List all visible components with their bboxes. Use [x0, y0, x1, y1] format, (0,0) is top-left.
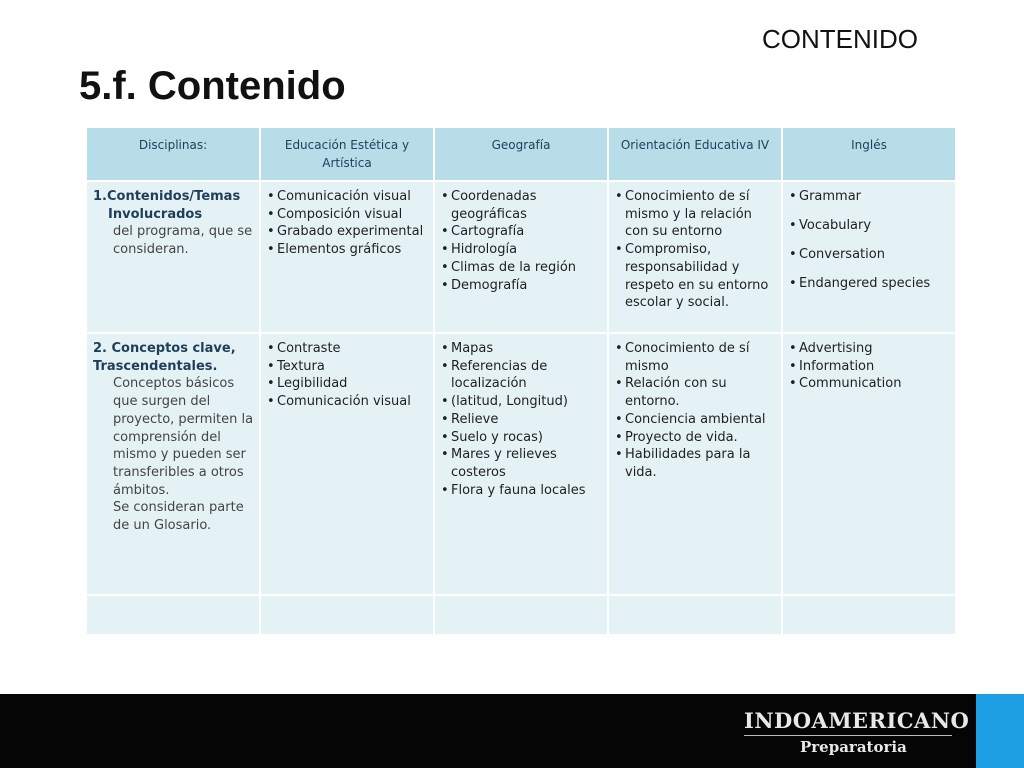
- table-row-empty: [87, 596, 955, 634]
- list-item: • Endangered species: [789, 275, 951, 293]
- cell-educacion-estetica: [261, 334, 433, 594]
- list-item: • Relieve: [441, 411, 603, 429]
- list-item: • Relación con su entorno.: [615, 375, 777, 410]
- list-item: • Compromiso, responsabilidad y respeto en su entorno escolar y social.: [615, 241, 777, 312]
- table-header-row: [87, 128, 955, 180]
- section-label: CONTENIDO: [762, 24, 918, 54]
- brand-divider: [744, 735, 952, 736]
- row-note-glosario: Se consideran parte de un Glosario.: [113, 500, 244, 534]
- list-item: • Grabado experimental: [267, 223, 429, 241]
- list-item: • Referencias de localización: [441, 358, 603, 393]
- cell-educacion-estetica: [261, 182, 433, 332]
- empty-cell: [87, 596, 259, 634]
- list-item: • Hidrología: [441, 241, 603, 259]
- list-item: • Contraste: [267, 340, 429, 358]
- empty-cell: [783, 596, 955, 634]
- list-item: • Conocimiento de sí mismo y la relación con su entorno: [615, 188, 777, 241]
- cell-geografia: [435, 182, 607, 332]
- list-item: • Habilidades para la vida.: [615, 446, 777, 481]
- list-item: • Vocabulary: [789, 217, 951, 235]
- bullet-list: [267, 340, 429, 411]
- list-item: • Comunicación visual: [267, 188, 429, 206]
- empty-cell: [435, 596, 607, 634]
- brand-logo-name: INDOAMERICANO: [744, 708, 970, 733]
- list-item: • Proyecto de vida.: [615, 429, 777, 447]
- bullet-list: [789, 188, 951, 293]
- table-row-conceptos: [87, 334, 955, 594]
- list-item: • (latitud, Longitud): [441, 393, 603, 411]
- bullet-list: [789, 340, 951, 393]
- cell-ingles: [783, 182, 955, 332]
- row-note: Conceptos básicos que surgen del proyecto, permiten la comprensión del mismo y pueden ser transferibles a otros ámbitos.: [113, 376, 254, 498]
- list-item: • Legibilidad: [267, 375, 429, 393]
- bullet-list: [615, 188, 777, 312]
- list-item: • Mapas: [441, 340, 603, 358]
- list-item: • Advertising: [789, 340, 951, 358]
- table-row-contenidos: [87, 182, 955, 332]
- list-item: • Comunicación visual: [267, 393, 429, 411]
- list-item: • Mares y relieves costeros: [441, 446, 603, 481]
- content-table: [85, 126, 957, 636]
- row-heading: 2. Conceptos clave, Trascendentales.: [93, 341, 236, 374]
- header-disciplinas: Disciplinas:: [87, 128, 259, 180]
- footer-accent-stripe: [976, 694, 1024, 768]
- page-title: 5.f. Contenido: [79, 64, 346, 108]
- list-item: • Suelo y rocas): [441, 429, 603, 447]
- list-item: • Communication: [789, 375, 951, 393]
- cell-orientacion-educativa: [609, 182, 781, 332]
- header-ingles: Inglés: [783, 128, 955, 180]
- header-geografia: Geografía: [435, 128, 607, 180]
- list-item: • Conversation: [789, 246, 951, 264]
- cell-ingles: [783, 334, 955, 594]
- list-item: • Coordenadas geográficas: [441, 188, 603, 223]
- list-item: • Climas de la región: [441, 259, 603, 277]
- list-item: • Conciencia ambiental: [615, 411, 777, 429]
- list-item: • Demografía: [441, 277, 603, 295]
- bullet-list: [441, 340, 603, 499]
- list-item: • Conocimiento de sí mismo: [615, 340, 777, 375]
- cell-orientacion-educativa: [609, 334, 781, 594]
- cell-discipline-contenidos: [87, 182, 259, 332]
- list-item: • Grammar: [789, 188, 951, 206]
- header-educacion-estetica: Educación Estética y Artística: [261, 128, 433, 180]
- header-orientacion-educativa: Orientación Educativa IV: [609, 128, 781, 180]
- list-item: • Cartografía: [441, 223, 603, 241]
- bullet-list: [441, 188, 603, 294]
- list-item: • Composición visual: [267, 206, 429, 224]
- bullet-list: [267, 188, 429, 259]
- empty-cell: [261, 596, 433, 634]
- list-item: • Textura: [267, 358, 429, 376]
- cell-discipline-conceptos: [87, 334, 259, 594]
- brand-logo-subtitle: Preparatoria: [800, 738, 907, 756]
- empty-cell: [609, 596, 781, 634]
- list-item: • Information: [789, 358, 951, 376]
- bullet-list: [615, 340, 777, 482]
- row-note: del programa, que se consideran.: [113, 224, 253, 258]
- row-heading: 1.Contenidos/Temas: [93, 189, 241, 204]
- list-item: • Flora y fauna locales: [441, 482, 603, 500]
- cell-geografia: [435, 334, 607, 594]
- list-item: • Elementos gráficos: [267, 241, 429, 259]
- row-heading-cont: Involucrados: [108, 206, 203, 222]
